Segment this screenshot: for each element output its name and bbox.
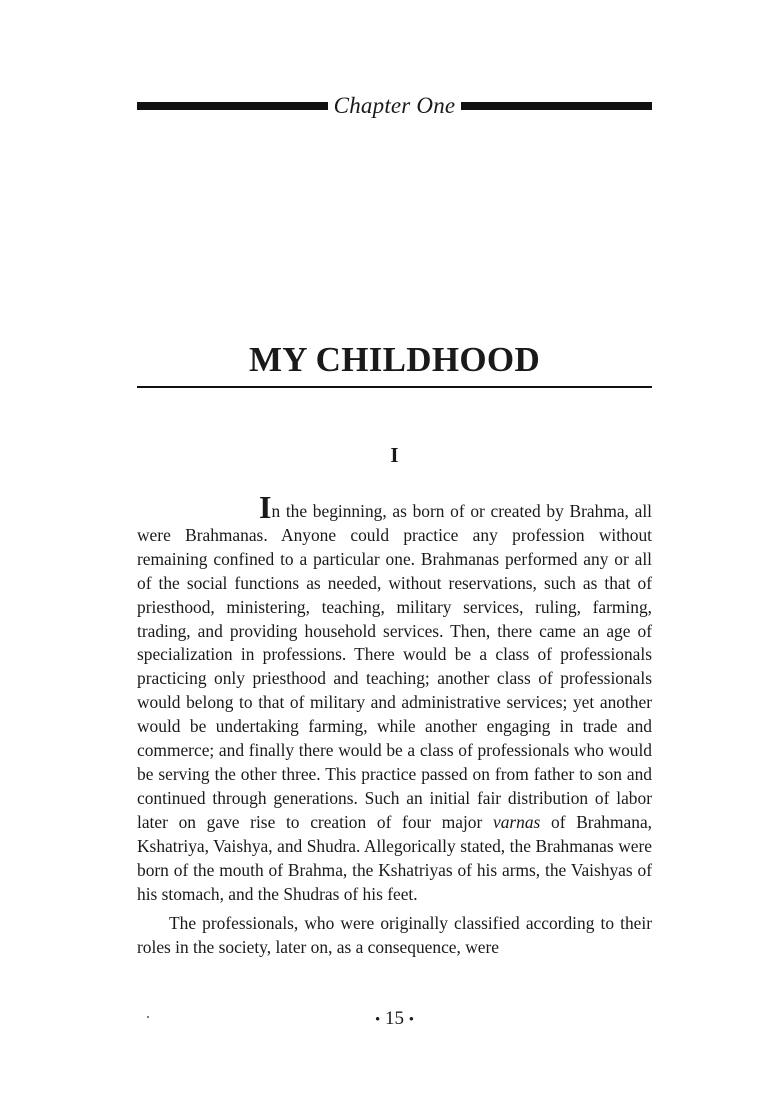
italic-term: varnas [492,811,541,832]
chapter-label: Chapter One [333,93,456,118]
paragraph-1 [137,489,653,906]
header-rule-right [461,102,652,110]
page-footer [137,1008,652,1030]
chapter-title: MY CHILDHOOD [248,340,541,379]
section-numeral: I [390,443,399,467]
page-number: 15 [385,1008,404,1029]
title-underline [137,386,652,388]
paragraph-1-text-b: of Brahmana, Kshatriya, Vaishya, and Shudra. Allegorically stated, the Brahmanas were born of the mouth of Brahma, the Kshatriyas of his arms, the Vaishyas of his stomach, and the Shudras of his feet. [137,811,653,904]
paragraph-2: The professionals, who were originally classified according to their roles in the society, later on, as a consequence, were [137,913,652,958]
bullet-left: • [374,1012,381,1028]
drop-cap: I [259,489,272,525]
header-rule-left [137,102,328,110]
chapter-header [137,86,652,126]
bullet-right: • [408,1012,415,1028]
body-text [137,489,653,960]
paragraph-1-text-a: n the beginning, as born of or created by Brahma, all were Brahmanas. Anyone could practice any profession without remaining confined to a particular one. Brahmanas performed any or all of the social functions as needed, without reservations, such as that of priesthood, ministering, teaching, military services, ruling, farming, trading, and providing household services. Then, there came an age of specialization in professions. There would be a class of professionals practicing only priesthood and teaching; another class of professionals would belong to that of military and administrative services; yet another would be undertaking farming, while another engaging in trade and commerce; and finally there would be a class of professionals who would be serving the other three. This practice passed on from father to son and continued through generations. Such an initial fair distribution of labor later on gave rise to creation of four major [137,501,652,832]
